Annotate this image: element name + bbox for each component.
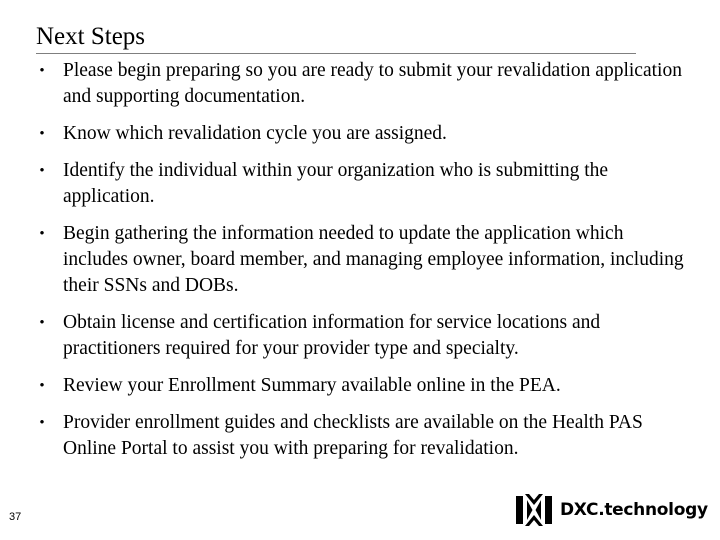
bullet-icon: • [39, 378, 45, 394]
dxc-logo-icon [516, 492, 552, 528]
bullet-icon: • [39, 163, 45, 179]
list-item-text: Provider enrollment guides and checklists are available on the Health PAS Online Portal to assist you with preparing for revalidation. [63, 412, 643, 459]
logo-text: DXC.technology [560, 500, 708, 520]
list-item-text: Obtain license and certification information for service locations and practitioners required for your provider type and specialty. [63, 312, 601, 359]
list-item [36, 158, 686, 210]
list-item-text: Review your Enrollment Summary available online in the PEA. [63, 375, 561, 396]
bullet-icon: • [39, 415, 45, 431]
page-number: 37 [9, 511, 22, 523]
bullet-icon: • [39, 126, 45, 142]
dxc-logo [516, 492, 708, 528]
list-item [36, 310, 686, 362]
list-item-text: Please begin preparing so you are ready to submit your revalidation application and supporting documentation. [63, 60, 682, 107]
next-steps-list [36, 58, 686, 473]
list-item [36, 221, 686, 299]
list-item-text: Identify the individual within your organization who is submitting the application. [63, 160, 609, 207]
list-item [36, 410, 686, 462]
list-item-text: Begin gathering the information needed to update the application which includes owner, board member, and managing employee information, including their SSNs and DOBs. [63, 223, 684, 296]
list-item [36, 121, 686, 147]
title-underline [36, 53, 636, 54]
bullet-icon: • [39, 63, 45, 79]
slide-title: Next Steps [36, 23, 146, 50]
list-item-text: Know which revalidation cycle you are assigned. [63, 123, 447, 144]
list-item [36, 58, 686, 110]
bullet-icon: • [39, 226, 45, 242]
list-item [36, 373, 686, 399]
bullet-icon: • [39, 315, 45, 331]
